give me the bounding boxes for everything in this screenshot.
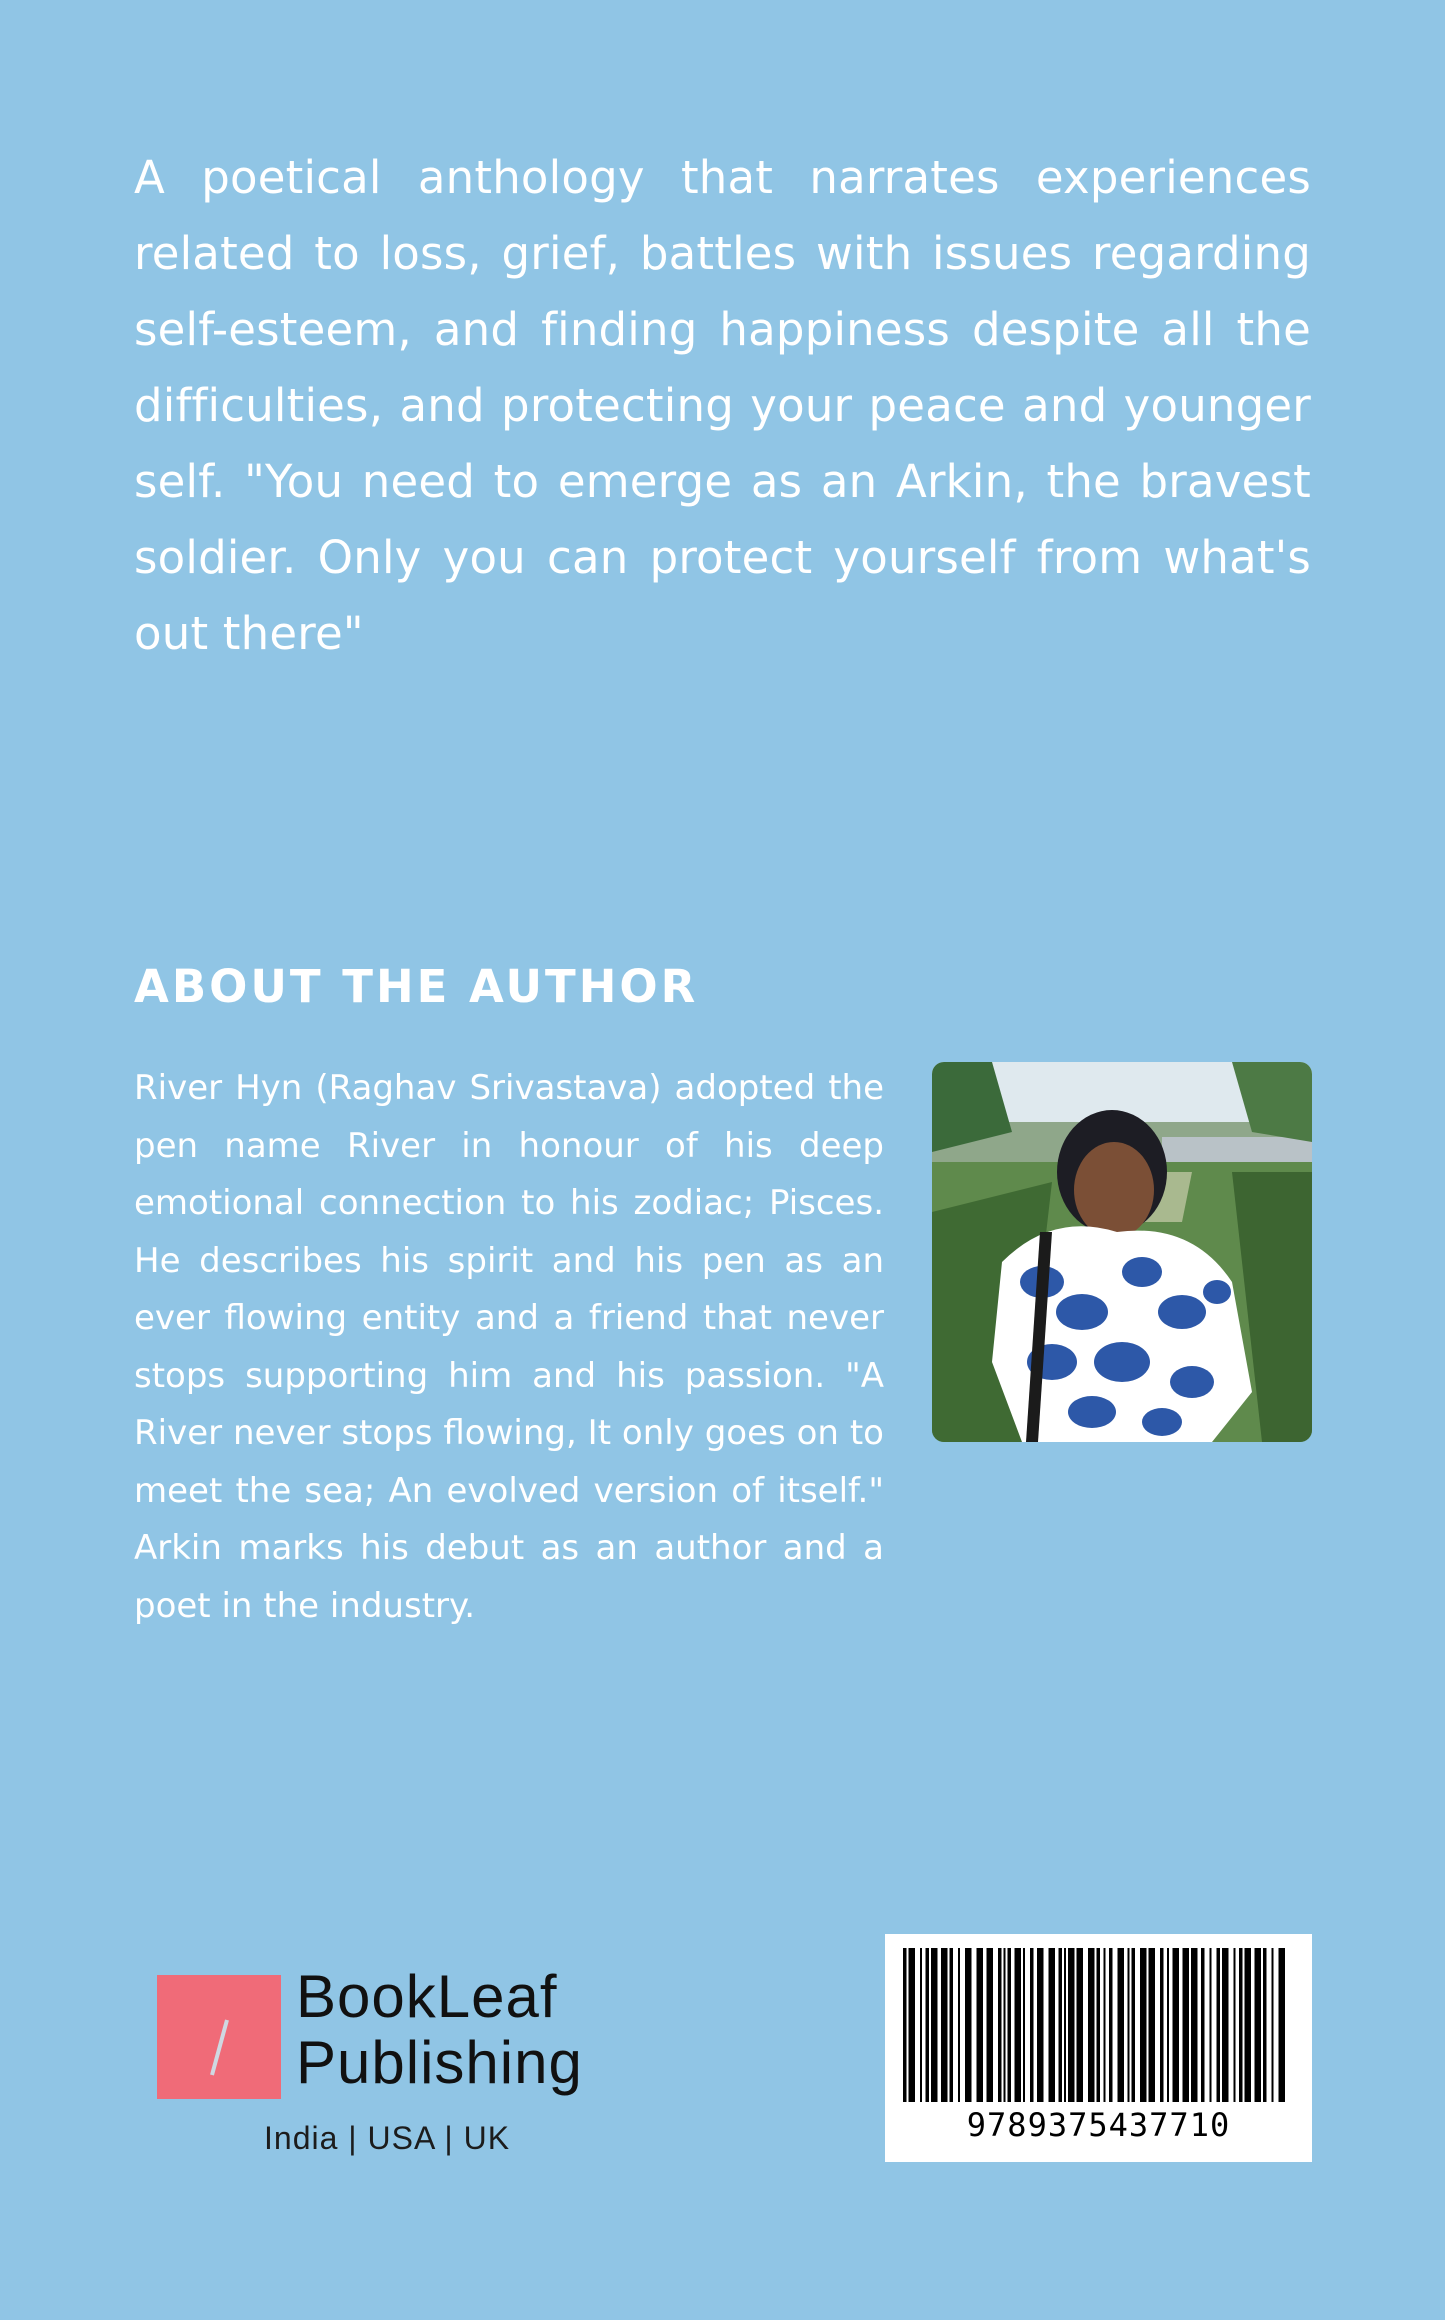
barcode-bar bbox=[1239, 1948, 1243, 2102]
barcode-bar bbox=[950, 1948, 954, 2102]
barcode-bar bbox=[1088, 1948, 1095, 2102]
publisher-name-line2: Publishing bbox=[296, 2029, 583, 2096]
barcode-bar bbox=[1064, 1948, 1066, 2102]
barcode-bar bbox=[1263, 1948, 1267, 2102]
author-bio: River Hyn (Raghav Srivastava) adopted the pen name River in honour of his deep emotional connection to his zodiac; Pisces. He describes his spirit and his pen as an ever flowing entity and a friend that never stops supporting him and his passion. "A River never stops flowing, It only goes on to meet the sea; An evolved version of itself." Arkin marks his debut as an author and a poet in the industry. bbox=[134, 1068, 884, 1626]
barcode-bar bbox=[1004, 1948, 1006, 2102]
barcode-bar bbox=[1132, 1948, 1136, 2102]
slash-icon bbox=[157, 1975, 281, 2099]
author-photo bbox=[932, 1062, 1312, 1442]
barcode-bar bbox=[958, 1948, 960, 2102]
publisher-logo-mark bbox=[157, 1975, 281, 2099]
barcode-bar bbox=[1109, 1948, 1113, 2102]
barcode-bar bbox=[977, 1948, 984, 2102]
barcode-bar bbox=[1023, 1948, 1025, 2102]
barcode-bar bbox=[1160, 1948, 1164, 2102]
isbn-number: 9789375437710 bbox=[966, 2106, 1231, 2144]
book-blurb: A poetical anthology that narrates experiences related to loss, grief, battles with issues regarding self-esteem, and finding happiness despite all the difficulties, and protecting your peace and younger self. "You need to emerge as an Arkin, the bravest soldier. Only you can protect yourself from what's out there" bbox=[134, 151, 1311, 660]
barcode-bar bbox=[998, 1948, 1002, 2102]
isbn-barcode bbox=[885, 1934, 1312, 2162]
barcode-bar bbox=[1183, 1948, 1190, 2102]
barcode-bar bbox=[1049, 1948, 1056, 2102]
publisher-regions: India | USA | UK bbox=[264, 2120, 511, 2156]
barcode-bar bbox=[1068, 1948, 1075, 2102]
barcode-bar bbox=[931, 1948, 938, 2102]
barcode-bar bbox=[1234, 1948, 1236, 2102]
barcode-bar bbox=[1191, 1948, 1198, 2102]
barcode-bar bbox=[1201, 1948, 1205, 2102]
barcode-bar bbox=[1140, 1948, 1147, 2102]
barcode-bar bbox=[1015, 1948, 1022, 2102]
barcode-bar bbox=[1167, 1948, 1169, 2102]
barcode-bar bbox=[1097, 1948, 1101, 2102]
barcode-bar bbox=[903, 1948, 907, 2102]
barcode-bar bbox=[926, 1948, 930, 2102]
barcode-bar bbox=[1272, 1948, 1274, 2102]
barcode-bar bbox=[1279, 1948, 1286, 2102]
barcode-bar bbox=[909, 1948, 916, 2102]
barcode-bar bbox=[1059, 1948, 1063, 2102]
barcode-bar bbox=[1037, 1948, 1044, 2102]
about-author-heading: ABOUT THE AUTHOR bbox=[134, 960, 699, 1013]
barcode-bar bbox=[1118, 1948, 1125, 2102]
barcode-bar bbox=[941, 1948, 948, 2102]
publisher-name-line1: BookLeaf bbox=[296, 1963, 558, 2030]
barcode-bar bbox=[987, 1948, 994, 2102]
barcode-bar bbox=[1077, 1948, 1084, 2102]
barcode-bar bbox=[965, 1948, 972, 2102]
barcode-bar bbox=[1030, 1948, 1034, 2102]
barcode-bar bbox=[1128, 1948, 1130, 2102]
barcode-bar bbox=[1149, 1948, 1156, 2102]
barcode-bar bbox=[1008, 1948, 1012, 2102]
barcode-bar bbox=[1222, 1948, 1229, 2102]
barcode-bar bbox=[1217, 1948, 1221, 2102]
barcode-bar bbox=[920, 1948, 922, 2102]
publisher-name bbox=[296, 1964, 583, 2096]
barcode-bar bbox=[1173, 1948, 1180, 2102]
barcode-bar bbox=[1245, 1948, 1252, 2102]
barcode-bar bbox=[1255, 1948, 1262, 2102]
barcode-bar bbox=[1104, 1948, 1106, 2102]
barcode-bar bbox=[1210, 1948, 1212, 2102]
